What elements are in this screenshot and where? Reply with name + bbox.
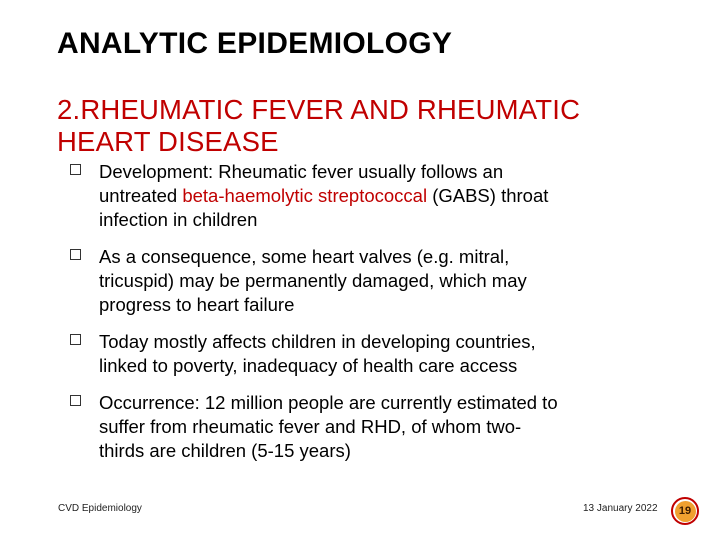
page-number-badge: [671, 497, 699, 525]
slide-title: ANALYTIC EPIDEMIOLOGY: [57, 27, 453, 60]
checkbox-bullet-icon: [70, 395, 81, 406]
bullet-line: progress to heart failure: [99, 294, 295, 315]
bullet-item: [70, 245, 670, 317]
bullet-line: linked to poverty, inadequacy of health care access: [99, 355, 518, 376]
page-number: 19: [675, 501, 696, 522]
bullet-text: (GABS) throat: [427, 185, 549, 206]
footer-label: CVD Epidemiology: [58, 503, 142, 514]
checkbox-bullet-icon: [70, 164, 81, 175]
bullet-line: [99, 184, 670, 208]
bullet-item: [70, 160, 670, 232]
bullet-line: thirds are children (5-15 years): [99, 440, 351, 461]
bullet-text: untreated: [99, 185, 183, 206]
checkbox-bullet-icon: [70, 249, 81, 260]
bullet-line: suffer from rheumatic fever and RHD, of whom two-: [99, 416, 522, 437]
bullet-line: As a consequence, some heart valves (e.g. mitral,: [99, 246, 510, 267]
bullet-line: Development: Rheumatic fever usually follows an: [99, 161, 504, 182]
highlighted-term: beta-haemolytic streptococcal: [182, 185, 428, 206]
bullet-line: tricuspid) may be permanently damaged, which may: [99, 270, 527, 291]
bullet-item: [70, 330, 670, 378]
slide-subtitle: [57, 94, 697, 158]
bullet-list: [70, 160, 670, 463]
checkbox-bullet-icon: [70, 334, 81, 345]
bullet-line: Today mostly affects children in developing countries,: [99, 331, 536, 352]
subtitle-line: 2.RHEUMATIC FEVER AND RHEUMATIC: [57, 94, 581, 125]
footer-date: 13 January 2022: [583, 503, 658, 514]
bullet-item: [70, 391, 670, 463]
subtitle-line: HEART DISEASE: [57, 126, 279, 157]
bullet-line: Occurrence: 12 million people are currently estimated to: [99, 392, 558, 413]
bullet-line: infection in children: [99, 209, 258, 230]
